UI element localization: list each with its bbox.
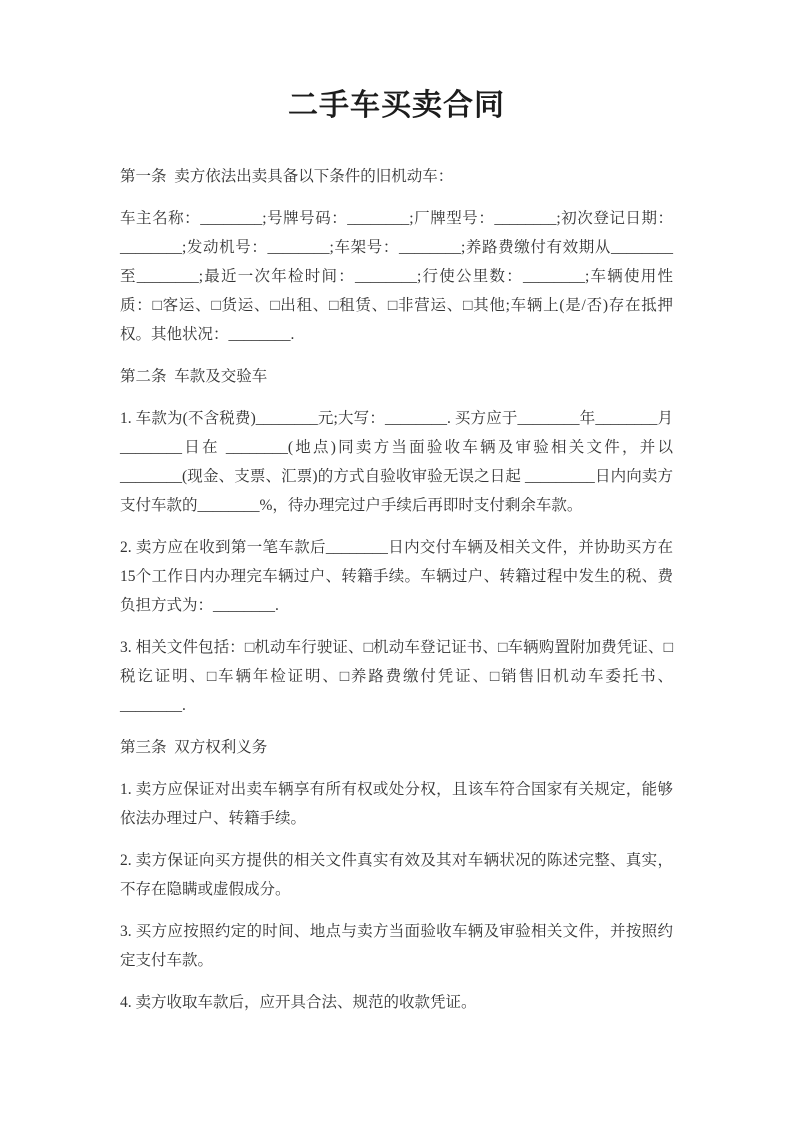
article-3-clause-1: 1. 卖方应保证对出卖车辆享有所有权或处分权，且该车符合国家有关规定，能够依法办理过户、转籍手续。 (120, 781, 673, 827)
article-3-clause-4: 4. 卖方收取车款后，应开具合法、规范的收款凭证。 (120, 994, 477, 1011)
article-3-heading: 第三条 双方权利义务 (120, 739, 268, 756)
document-title: 二手车买卖合同 (288, 89, 505, 122)
article-3-clause-3: 3. 买方应按照约定的时间、地点与卖方当面验收车辆及审验相关文件，并按照约定支付车款。 (120, 923, 673, 969)
article-2-clause-2: 2. 卖方应在收到第一笔车款后________日内交付车辆及相关文件，并协助买方在15个工作日内办理完车辆过户、转籍手续。车辆过户、转籍过程中发生的税、费负担方式为：________. (120, 539, 673, 614)
vehicle-info-paragraph: 车主名称：________;号牌号码：________;厂牌型号：________;初次登记日期：________;发动机号：________;车架号：________;养路费缴付有效期从________至________;最近一次年检时间：________;行使公里数：________;车辆使用性质：□客运、□货运、□出租、□租赁、□非营运、□其他;车辆上(是/否)存在抵押权。其他状况：________. (120, 210, 673, 343)
article-2-heading: 第二条 车款及交验车 (120, 368, 268, 385)
article-2-clause-1: 1. 车款为(不含税费)________元;大写：________. 买方应于________年________月________日在 ________(地点)同卖方当面验收车辆及审验相关文件，并以________(现金、支票、汇票)的方式自验收审验无误之日起 _________日内向卖方支付车款的________%，待办理完过户手续后再即时支付剩余车款。 (120, 410, 673, 514)
article-3-clause-2: 2. 卖方保证向买方提供的相关文件真实有效及其对车辆状况的陈述完整、真实，不存在隐瞒或虚假成分。 (120, 852, 673, 898)
article-1-heading: 第一条 卖方依法出卖具备以下条件的旧机动车： (120, 168, 454, 185)
article-2-clause-3: 3. 相关文件包括：□机动车行驶证、□机动车登记证书、□车辆购置附加费凭证、□税讫证明、□车辆年检证明、□养路费缴付凭证、□销售旧机动车委托书、________. (120, 639, 673, 714)
